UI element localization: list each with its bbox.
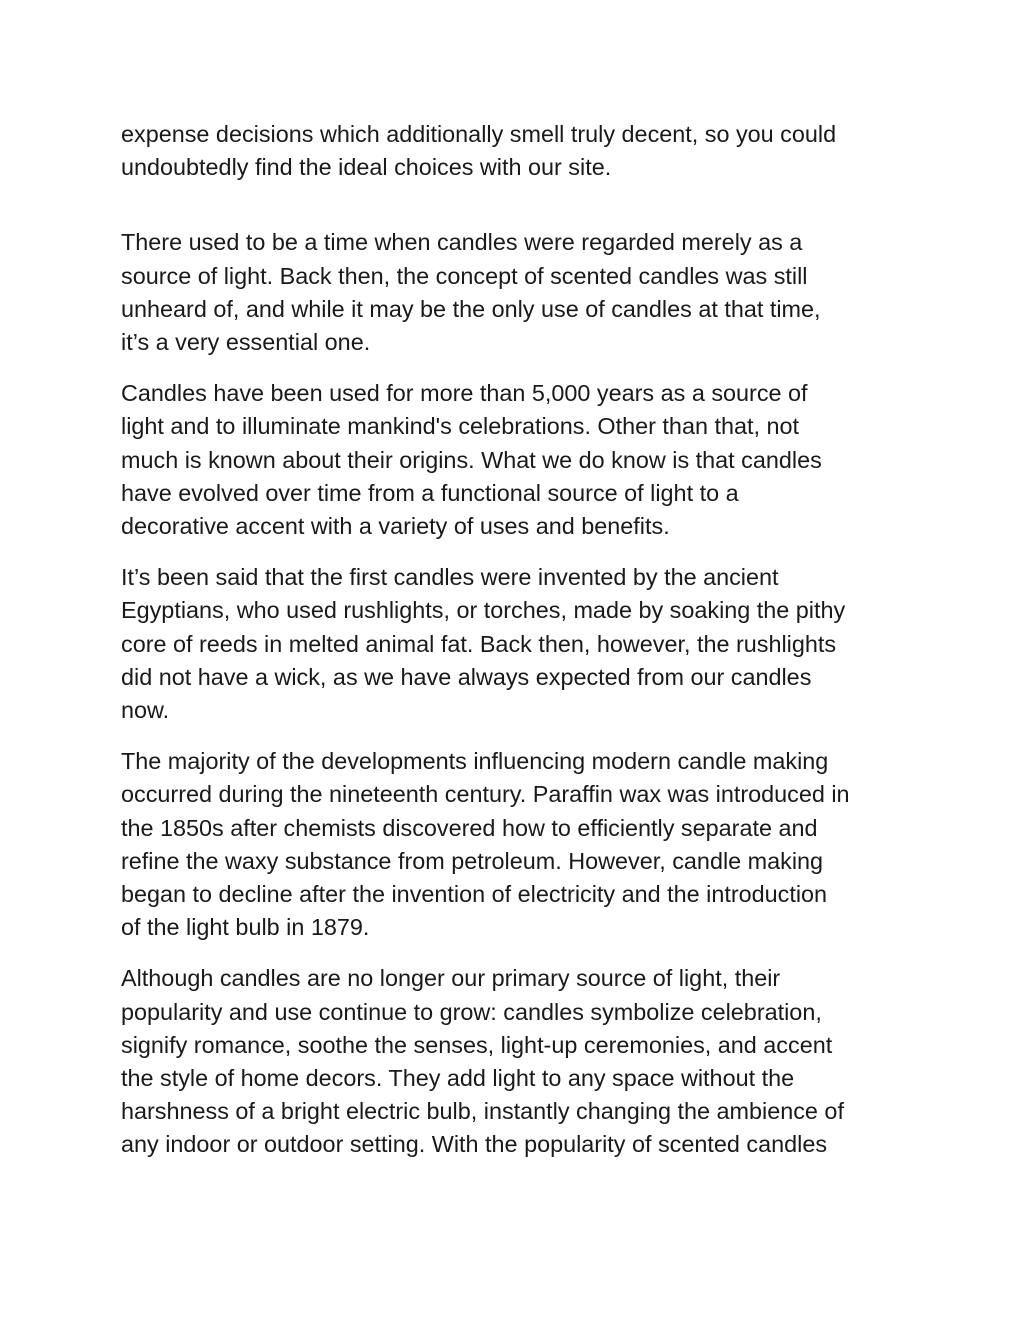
paragraph-nineteenth-century: The majority of the developments influencing modern candle making occurred during the nineteenth century. Paraffin wax was introduced in the 1850s after chemists discovered how to efficiently separate and refine the waxy substance from petroleum. However, candle making began to decline after the invention of electricity and the introduction of the light bulb in 1879.	[121, 748, 850, 941]
paragraph-egyptian-rushlights: It’s been said that the first candles were invented by the ancient Egyptians, who used rushlights, or torches, made by soaking the pithy core of reeds in melted animal fat. Back then, however, the rushlights did not have a wick, as we have always expected from our candles now.	[121, 564, 846, 724]
document-body	[121, 118, 911, 1180]
paragraph-intro-continuation: expense decisions which additionally smell truly decent, so you could undoubtedly find the ideal choices with our site.	[121, 121, 837, 181]
paragraph-candles-history: Candles have been used for more than 5,000 years as a source of light and to illuminate mankind's celebrations. Other than that, not much is known about their origins. What we do know is that candles have evolved over time from a functional source of light to a decorative accent with a variety of uses and benefits.	[121, 380, 822, 540]
paragraph-modern-popularity: Although candles are no longer our primary source of light, their popularity and use continue to grow: candles symbolize celebration, signify romance, soothe the senses, light-up ceremonies, and accent the style of home decors. They add light to any space without the harshness of a bright electric bulb, instantly changing the ambience of any indoor or outdoor setting. With the popularity of scented candles	[121, 965, 844, 1158]
paragraph-candles-light-source: There used to be a time when candles were regarded merely as a source of light. Back then, the concept of scented candles was still unheard of, and while it may be the only use of candles at that time, it’s a very essential one.	[121, 229, 821, 356]
